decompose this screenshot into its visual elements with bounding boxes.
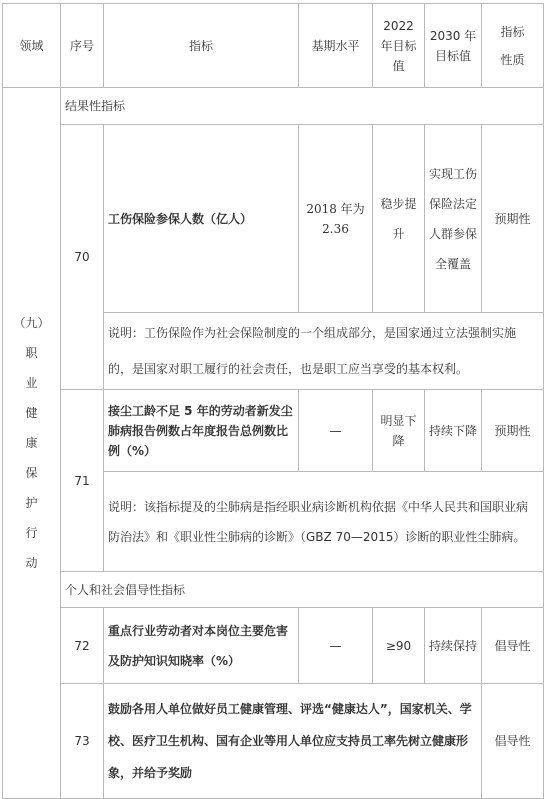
row-indicator: 工伤保险参保人数（亿人） bbox=[104, 125, 299, 313]
row-target-2030: 实现工伤保险法定人群参保全覆盖 bbox=[425, 125, 482, 313]
row-indicator: 鼓励各用人单位做好员工健康管理、评选“健康达人”，国家机关、学校、医疗卫生机构、国有企业等用人单位应支持员工率先树立健康形象，并给予奖励 bbox=[104, 684, 482, 799]
table-row bbox=[3, 684, 544, 799]
row-base-level: — bbox=[299, 608, 373, 684]
header-target-2030-line: 2030 年 bbox=[429, 28, 477, 43]
row-note: 说明：工伤保险作为社会保险制度的一个组成部分，是国家通过立法强制实施的，是国家对职工履行的社会责任，也是职工应当享受的基本权利。 bbox=[104, 313, 544, 390]
header-target-2022-line: 年目标 bbox=[380, 38, 417, 53]
domain-label-char: 护 bbox=[25, 496, 38, 510]
row-target-2022: 稳步提升 bbox=[373, 125, 425, 313]
row-base-level: — bbox=[299, 390, 373, 472]
table-row bbox=[3, 390, 544, 472]
domain-label-char: 健 bbox=[25, 406, 38, 420]
row-serial: 73 bbox=[61, 684, 104, 799]
header-target-2022-line: 2022 bbox=[383, 18, 414, 33]
row-target-2022: 明显下降 bbox=[373, 390, 425, 472]
domain-cell bbox=[3, 88, 61, 799]
section-heading-outcome: 结果性指标 bbox=[61, 88, 544, 125]
domain-label-char: 康 bbox=[25, 436, 38, 450]
table-row bbox=[3, 608, 544, 684]
domain-label-char: 动 bbox=[25, 556, 38, 570]
header-indicator: 指标 bbox=[104, 4, 299, 88]
header-nature bbox=[482, 4, 544, 88]
row-indicator: 重点行业劳动者对本岗位主要危害及防护知识知晓率（%） bbox=[104, 608, 299, 684]
row-target-2030: 持续保持 bbox=[425, 608, 482, 684]
header-row bbox=[3, 4, 544, 88]
row-serial: 70 bbox=[61, 125, 104, 390]
header-target-2030 bbox=[425, 4, 482, 88]
row-target-2030: 持续下降 bbox=[425, 390, 482, 472]
row-indicator: 接尘工龄不足 5 年的劳动者新发尘肺病报告例数占年度报告总例数比例（%） bbox=[104, 390, 299, 472]
header-serial: 序号 bbox=[61, 4, 104, 88]
header-nature-line: 指标 bbox=[500, 24, 525, 39]
domain-label-char: （九） bbox=[13, 316, 50, 330]
header-target-2022-line: 值 bbox=[392, 58, 405, 73]
row-note: 说明：该指标提及的尘肺病是指经职业病诊断机构依据《中华人民共和国职业病防治法》和《职业性尘肺病的诊断》（GBZ 70—2015）诊断的职业性尘肺病。 bbox=[104, 472, 544, 572]
section-row bbox=[3, 572, 544, 608]
row-nature: 预期性 bbox=[482, 390, 544, 472]
domain-label-char: 保 bbox=[25, 466, 38, 480]
header-domain: 领域 bbox=[3, 4, 61, 88]
row-nature: 预期性 bbox=[482, 125, 544, 313]
indicator-table bbox=[2, 3, 544, 799]
row-nature: 倡导性 bbox=[482, 684, 544, 799]
row-target-2022: ≥90 bbox=[373, 608, 425, 684]
row-base-level: 2018 年为 2.36 bbox=[299, 125, 373, 313]
domain-label-char: 职 bbox=[25, 346, 38, 360]
domain-label-char: 行 bbox=[25, 526, 38, 540]
header-nature-line: 性质 bbox=[500, 52, 525, 67]
row-serial: 71 bbox=[61, 390, 104, 572]
header-base-level: 基期水平 bbox=[299, 4, 373, 88]
section-row bbox=[3, 88, 544, 125]
header-target-2030-line: 目标值 bbox=[434, 48, 471, 63]
row-nature: 倡导性 bbox=[482, 608, 544, 684]
row-serial: 72 bbox=[61, 608, 104, 684]
table-row bbox=[3, 125, 544, 313]
domain-label-char: 业 bbox=[25, 376, 38, 390]
section-heading-advocacy: 个人和社会倡导性指标 bbox=[61, 572, 544, 608]
header-target-2022 bbox=[373, 4, 425, 88]
